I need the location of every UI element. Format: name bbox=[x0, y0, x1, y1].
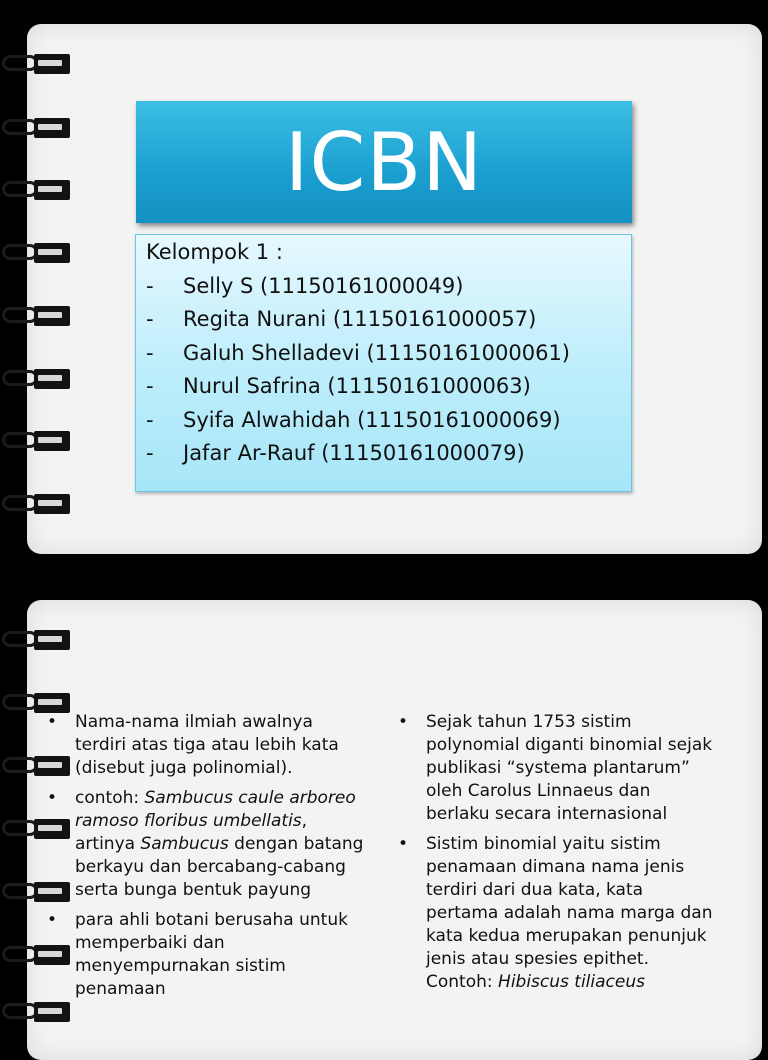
bullet-item: • para ahli botani berusaha untuk memperbaiki dan menyempurnakan sistim penamaan bbox=[47, 910, 348, 999]
binder-ring-icon bbox=[0, 628, 70, 652]
binder-ring-icon bbox=[0, 304, 70, 328]
group-label: Kelompok 1 : bbox=[146, 240, 283, 264]
bullet-item: • Sistim binomial yaitu sistim penamaan dimana nama jenis terdiri dari dua kata, kata pertama adalah nama marga dan kata kedua merupakan penunjuk jenis atau spesies epithet. Contoh: Hibiscus tiliaceus bbox=[398, 834, 713, 992]
binder-ring-icon bbox=[0, 116, 70, 140]
member-item: - Jafar Ar-Rauf (11150161000079) bbox=[146, 441, 525, 465]
member-item: - Selly S (11150161000049) bbox=[146, 273, 464, 298]
member-item: - Regita Nurani (11150161000057) bbox=[146, 307, 537, 331]
bullet-item: • Sejak tahun 1753 sistim polynomial diganti binomial sejak publikasi “systema plantarum” oleh Carolus Linnaeus dan berlaku secara internasional bbox=[398, 712, 713, 824]
bullet-icon: • bbox=[47, 910, 58, 930]
binder-ring-icon bbox=[0, 429, 70, 453]
title-box bbox=[136, 101, 632, 223]
member-item: - Galuh Shelladevi (11150161000061) bbox=[146, 340, 570, 365]
bullet-icon: • bbox=[47, 712, 58, 732]
binder-ring-icon bbox=[0, 178, 70, 202]
member-item: - Nurul Safrina (11150161000063) bbox=[146, 374, 531, 398]
binder-ring-icon bbox=[0, 367, 70, 391]
bullet-item: • contoh: Sambucus caule arboreo ramoso floribus umbellatis, artinya Sambucus dengan batang berkayu dan bercabang-cabang serta bunga bentuk payung bbox=[47, 788, 364, 900]
binder-ring-icon bbox=[0, 241, 70, 265]
bullet-item: • Nama-nama ilmiah awalnya terdiri atas tiga atau lebih kata (disebut juga polinomial). bbox=[47, 712, 339, 778]
bullet-icon: • bbox=[47, 788, 58, 808]
right-column bbox=[398, 711, 718, 1001]
left-column bbox=[47, 711, 367, 1008]
bullet-icon: • bbox=[398, 834, 409, 854]
binder-ring-icon bbox=[0, 492, 70, 516]
member-item: - Syifa Alwahidah (11150161000069) bbox=[146, 407, 561, 432]
binder-ring-icon bbox=[0, 52, 70, 76]
bullet-icon: • bbox=[398, 712, 409, 732]
group-members-box bbox=[135, 234, 632, 492]
slide-title: ICBN bbox=[284, 115, 484, 209]
